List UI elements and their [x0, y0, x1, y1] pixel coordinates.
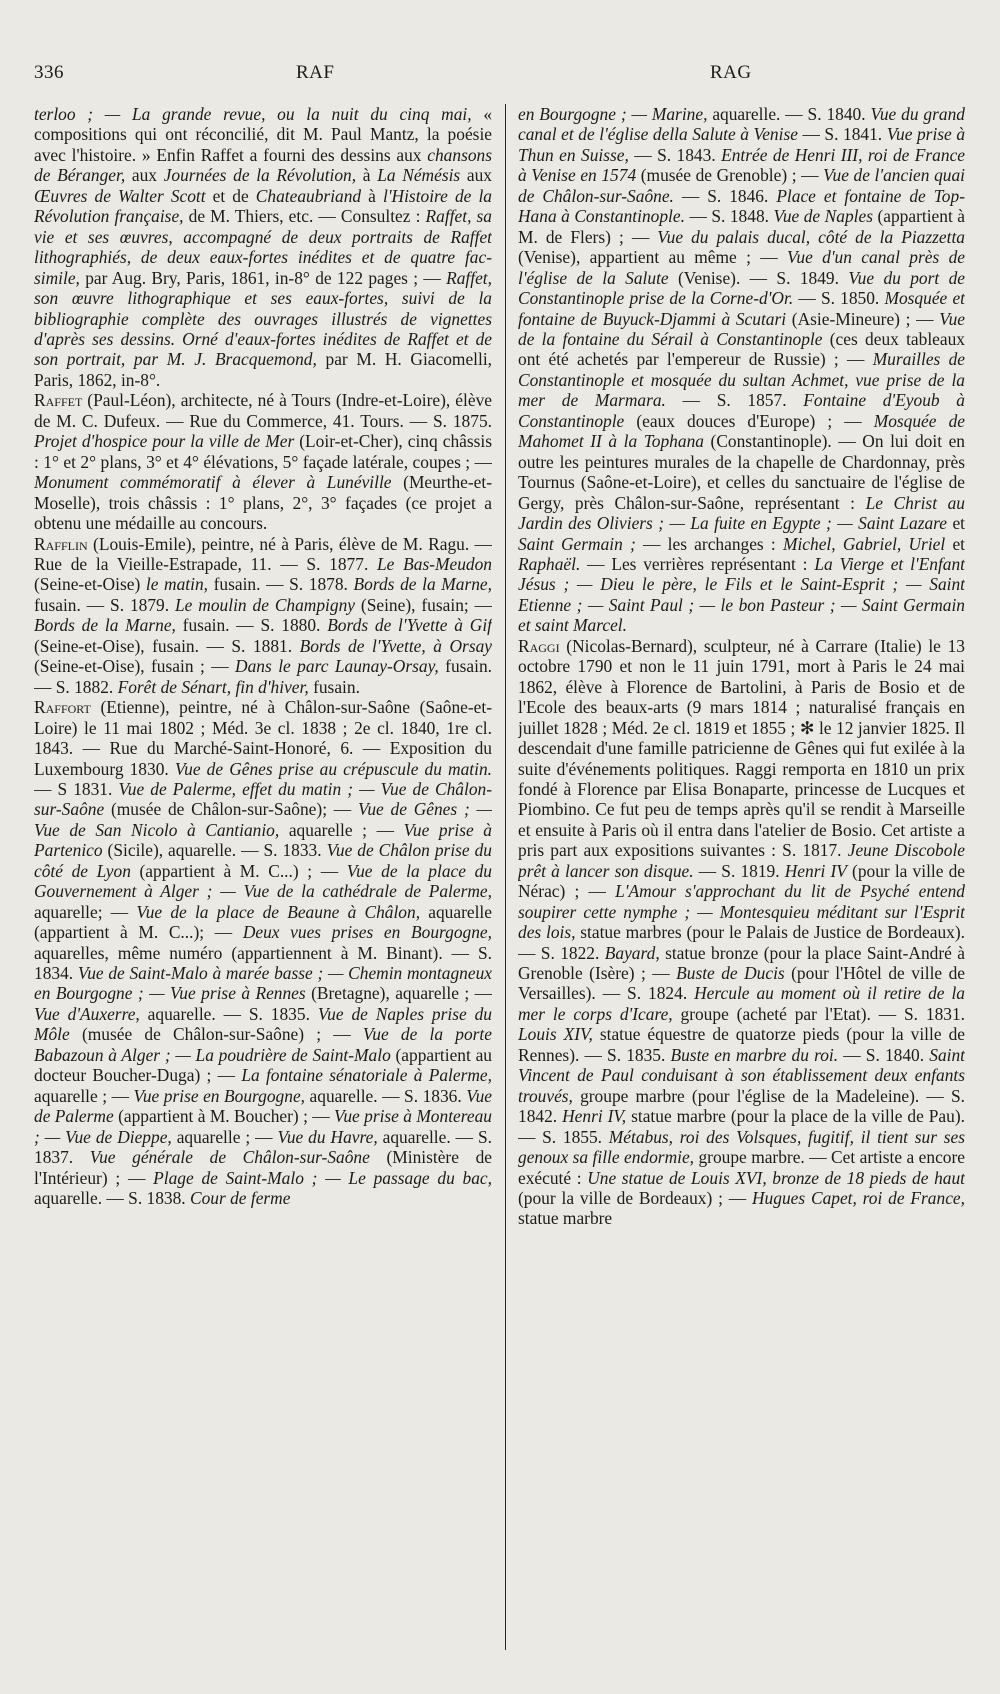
italic-title: Une statue de Louis XVI, bronze de 18 pieds de haut: [587, 1167, 965, 1188]
entry-text: (Constantinople). — On lui doit en outre les peintures murales de la chapelle de Chardonnay, près Tournus (Saône-et-Loire), et celles du sanctuaire de l'église de Gergy, près Châlon-sur-Saône, représentant :: [518, 431, 965, 513]
entry-text: (Venise). — S. 1849.: [668, 267, 849, 288]
entry-text: (Seine), fusain; —: [355, 594, 492, 615]
italic-title: Michel, Gabriel, Uriel: [782, 533, 946, 554]
italic-title: Vue prise à Montereau ; — Vue de Dieppe,: [34, 1106, 492, 1147]
entry-text: et de: [205, 185, 256, 206]
entry-text: aux: [125, 165, 164, 186]
entry-text: (Etienne), peintre, né à Châlon-sur-Saône (Saône-et-Loire) le 11 mai 1802 ; Méd. 3e cl. 1838 ; 2e cl. 1840, 1re cl. 1843. — Rue du Marché-Saint-Honoré, 6. — Exposition du Luxembourg 1830.: [34, 697, 492, 779]
entry-text: « compositions qui ont réconcilié, dit M. Paul Mantz, la poésie avec l'histoire. » Enfin Raffet a fourni des dessins aux: [34, 104, 492, 165]
entry-text: (musée de Châlon-sur-Saône); —: [104, 799, 358, 820]
entry-text: (Venise), appartient au même ; —: [518, 247, 788, 268]
entry-text: fusain.: [308, 676, 360, 697]
italic-title: Le Christ au Jardin des Oliviers ; — La fuite en Egypte ; — Saint Lazare: [518, 492, 965, 534]
italic-title: Plage de Saint-Malo ; — Le passage du bac,: [153, 1167, 492, 1188]
entry-text: (Louis-Emile), peintre, né à Paris, élève de M. Ragu. — Rue de la Vieille-Estrapade, 11. — S. 1877.: [34, 533, 492, 574]
entry-text: aquarelle. — S. 1837.: [34, 1126, 492, 1168]
italic-title: Buste de Ducis: [676, 963, 785, 984]
entry-text: (Seine-et-Oise), fusain ; —: [34, 656, 236, 677]
italic-title: Place et fontaine de Top-Hana à Constantinople.: [518, 185, 965, 227]
entry-text: aquarelle. — S. 1838.: [34, 1188, 190, 1209]
entry-text: (Paul-Léon), architecte, né à Tours (Indre-et-Loire), élève de M. C. Dufeux. — Rue du Commerce, 41. Tours. — S. 1875.: [34, 390, 492, 431]
left-text-column: [34, 104, 492, 1664]
entry-text: et: [945, 533, 965, 554]
entry-text: — S. 1848.: [684, 206, 774, 227]
entry-text: aquarelle ; —: [34, 1085, 134, 1106]
entry-text: (appartient à M. C...) ; —: [130, 860, 347, 881]
italic-title: Vue de Gênes prise au crépuscule du matin.: [174, 758, 492, 779]
entry-text: (musée de Châlon-sur-Saône) ; —: [69, 1024, 363, 1045]
italic-title: La Vierge et l'Enfant Jésus ; — Dieu le père, le Fils et le Saint-Esprit ; — Saint Etienne ; — Saint Paul ; — le bon Pasteur ; — Saint Germain et saint Marcel.: [518, 553, 965, 636]
italic-title: Raphaël.: [518, 553, 581, 574]
italic-title: Saint Germain ;: [518, 533, 636, 554]
italic-title: Vue de la place de Beaune à Châlon,: [136, 901, 421, 922]
italic-title: Mosquée et fontaine de Buyuck-Djammi à Scutari: [518, 288, 965, 329]
entry-text: (pour l'Hôtel de ville de Versailles). — S. 1824.: [518, 963, 965, 1004]
italic-title: Mosquée de Mahomet II à la Tophana: [518, 410, 965, 452]
italic-title: L'Amour s'approchant du lit de Psyché entend soupirer cette nymphe ; — Montesquieu méditant sur l'Esprit des lois,: [518, 881, 965, 943]
entry-text: — S 1831.: [34, 778, 119, 799]
italic-title: Vue de la porte Babazoun à Alger ; — La poudrière de Saint-Malo: [34, 1024, 492, 1065]
entry-text: aquarelle ; —: [171, 1126, 278, 1147]
italic-title: Vue de Naples: [773, 206, 873, 227]
italic-title: en Bourgogne ; — Marine,: [518, 104, 708, 124]
italic-title: Vue du port de Constantinople prise de la Corne-d'Or.: [518, 267, 965, 309]
italic-title: Louis XIV,: [518, 1024, 593, 1045]
entry-text: groupe marbre. — Cet artiste a encore exécuté :: [518, 1147, 965, 1188]
italic-title: Vue d'un canal près de l'église de la Salute: [518, 247, 965, 288]
italic-title: Vue de Gênes ; — Vue de San Nicolo à Cantianio,: [34, 799, 492, 840]
italic-title: Vue prise à Partenico: [34, 819, 492, 861]
entry-text: statue marbres (pour le Palais de Justice de Bordeaux). — S. 1822.: [518, 922, 965, 963]
entry-text: aquarelle; —: [34, 901, 137, 922]
italic-title: Vue d'Auxerre,: [34, 1003, 140, 1024]
italic-title: Hercule au moment où il retire de la mer le corps d'Icare,: [518, 983, 965, 1024]
column-divider: [505, 104, 506, 1650]
entry-text: statue marbre (pour la place de la ville de Pau). — S. 1855.: [518, 1106, 965, 1147]
italic-title: Dans le parc Launay-Orsay,: [235, 656, 439, 677]
italic-title: Buste en marbre du roi.: [670, 1044, 839, 1065]
italic-title: Henri IV,: [562, 1106, 627, 1127]
entry-text: (appartient à M. Boucher) ; —: [113, 1106, 335, 1127]
italic-title: Œuvres de Walter Scott: [34, 185, 206, 206]
entry-text: groupe marbre (pour l'église de la Madeleine). — S. 1842.: [518, 1085, 965, 1127]
italic-title: Vue de Palerme, effet du matin ; — Vue de Châlon-sur-Saône: [34, 778, 492, 820]
italic-title: Bords de l'Yvette à Gif: [327, 615, 492, 636]
entry-text: — S. 1819.: [693, 860, 785, 881]
dictionary-entry: [518, 104, 965, 636]
italic-title: Fontaine d'Eyoub à Constantinople: [518, 390, 965, 431]
entry-text: (Meurthe-et-Moselle), trois châssis : 1° plans, 2°, 3° façades (ce projet a obtenu une médaille au concours.: [34, 472, 492, 534]
entry-text: — S. 1843.: [628, 144, 722, 165]
entry-text: — S. 1850.: [793, 288, 885, 309]
italic-title: La Némésis: [377, 165, 461, 186]
dictionary-entry: [34, 697, 492, 1208]
italic-title: Murailles de Constantinople et mosquée du sultan Achmet, vue prise de la mer de Marmara.: [518, 349, 965, 411]
italic-title: l'Histoire de la Révolution française,: [34, 185, 492, 227]
entry-text: (ces deux tableaux ont été achetés par l'empereur de Russie) ; —: [518, 328, 965, 370]
italic-title: Jeune Discobole prêt à lancer son disque.: [518, 840, 965, 881]
italic-title: Deux vues prises en Bourgogne,: [242, 922, 492, 943]
italic-title: Vue de la place du Gouvernement à Alger ; — Vue de la cathédrale de Palerme,: [34, 860, 492, 902]
entry-text: fusain. — S. 1882.: [34, 656, 492, 697]
entry-text: (pour la ville de Nérac) ; —: [518, 860, 965, 902]
running-header: [34, 62, 752, 92]
italic-title: Bords de la Marne,: [34, 615, 176, 636]
italic-title: Vue de l'ancien quai de Châlon-sur-Saône.: [518, 165, 965, 206]
italic-title: Vue de Châlon prise du côté de Lyon: [34, 840, 492, 881]
entry-text: de M. Thiers, etc. — Consultez :: [183, 206, 426, 227]
italic-title: Saint Vincent de Paul conduisant à son établissement deux enfants trouvés,: [518, 1044, 965, 1106]
entry-text: (Seine-et-Oise): [34, 574, 146, 595]
italic-title: Vue de la fontaine du Sérail à Constantinople: [518, 308, 965, 349]
entry-text: aquarelles, même numéro (appartiennent à M. Binant). — S. 1834.: [34, 942, 492, 984]
entry-text: (Sicile), aquarelle. — S. 1833.: [102, 840, 327, 861]
italic-title: Vue de Palerme: [34, 1085, 492, 1127]
dictionary-entry: [34, 390, 492, 533]
entry-text: — S. 1841.: [797, 124, 887, 145]
italic-title: Vue de Naples prise du Môle: [34, 1003, 492, 1045]
entry-text: (appartient au docteur Boucher-Duga) ; —: [34, 1044, 492, 1086]
entry-text: par Aug. Bry, Paris, 1861, in-8° de 122 pages ; —: [79, 267, 447, 288]
entry-text: — S. 1857.: [665, 390, 804, 411]
entry-text: statue équestre de quatorze pieds (pour la ville de Rennes). — S. 1835.: [518, 1024, 965, 1065]
entry-text: fusain. — S. 1878.: [208, 574, 354, 595]
entry-text: statue marbre: [518, 1208, 613, 1229]
dictionary-entry: [34, 534, 492, 698]
entry-text: (Loir-et-Cher), cinq châssis : 1° et 2° plans, 3° et 4° élévations, 5° façade latérale, coupes ; —: [34, 431, 492, 472]
right-text-column: [518, 104, 965, 1664]
entry-name: Raggi: [518, 635, 560, 656]
entry-text: par M. H. Giacomelli, Paris, 1862, in-8°.: [34, 349, 492, 390]
right-running-head: RAG: [710, 62, 752, 83]
italic-title: le matin,: [145, 574, 208, 595]
entry-text: (Seine-et-Oise), fusain. — S. 1881.: [34, 635, 300, 656]
entry-text: (appartient à M. de Flers) ; —: [518, 206, 965, 247]
italic-title: Vue de Saint-Malo à marée basse ; — Chemin montagneux en Bourgogne ; — Vue prise à Rennes: [34, 963, 492, 1004]
entry-text: fusain. — S. 1879.: [34, 594, 175, 615]
entry-text: (pour la ville de Bordeaux) ; —: [518, 1188, 752, 1209]
entry-text: à: [356, 165, 378, 186]
entry-text: (eaux douces d'Europe) ; —: [624, 410, 874, 431]
italic-title: Vue générale de Châlon-sur-Saône: [89, 1147, 370, 1168]
italic-title: chansons de Béranger,: [34, 144, 492, 186]
italic-title: Le moulin de Champigny: [175, 594, 356, 615]
italic-title: Le Bas-Meudon: [377, 553, 492, 574]
entry-text: (Ministère de l'Intérieur) ; —: [34, 1147, 492, 1188]
entry-text: (musée de Grenoble) ; —: [636, 165, 824, 186]
entry-text: (Asie-Mineure) ; —: [786, 308, 940, 329]
entry-text: fusain. — S. 1880.: [175, 615, 328, 636]
italic-title: Vue du grand canal et de l'église della Salute à Venise: [518, 104, 965, 145]
entry-name: Rafflin: [34, 533, 88, 554]
italic-title: Raffet, son œuvre lithographique et ses eaux-fortes, suivi de la bibliographie complète des ouvrages illustrés de vignettes d'après ses dessins. Orné d'eaux-fortes inédites de Raffet et de son portrait, par M. J. Bracquemond,: [34, 267, 492, 370]
entry-text: groupe (acheté par l'Etat). — S. 1831.: [672, 1003, 965, 1024]
left-running-head: RAF: [296, 62, 335, 83]
italic-title: Raffet, sa vie et ses œuvres, accompagné de deux portraits de Raffet lithographiés, de deux eaux-fortes inédites et de quatre fac-simile,: [34, 206, 492, 288]
italic-title: Bords de l'Yvette, à Orsay: [299, 635, 492, 656]
entry-text: aquarelle. — S. 1840.: [707, 104, 871, 124]
italic-title: Henri IV: [784, 860, 847, 881]
italic-title: Hugues Capet, roi de France,: [752, 1188, 965, 1209]
entry-text: aquarelle. — S. 1836.: [305, 1085, 467, 1106]
entry-text: aux: [460, 165, 492, 186]
italic-title: Entrée de Henri III, roi de France à Venise en 1574: [518, 144, 965, 186]
entry-text: aquarelle. — S. 1835.: [139, 1003, 318, 1024]
italic-title: Projet d'hospice pour la ville de Mer: [34, 431, 295, 452]
entry-text: aquarelle ; —: [279, 819, 404, 840]
italic-title: terloo ; — La grande revue, ou la nuit du cinq mai,: [34, 104, 472, 124]
italic-title: Journées de la Révolution,: [163, 165, 357, 186]
entry-name: Raffet: [34, 390, 83, 411]
entry-text: et: [947, 513, 965, 534]
entry-text: (Bretagne), aquarelle ; —: [305, 983, 492, 1004]
italic-title: Vue du Havre,: [277, 1126, 378, 1147]
italic-title: La fontaine sénatoriale à Palerme,: [241, 1065, 492, 1086]
dictionary-entry: [34, 104, 492, 390]
italic-title: Vue du palais ducal, côté de la Piazzetta: [657, 226, 965, 247]
entry-text: statue bronze (pour la place Saint-André à Grenoble (Isère) ; —: [518, 942, 965, 984]
italic-title: Cour de ferme: [190, 1188, 291, 1209]
italic-title: Chateaubriand: [255, 185, 362, 206]
italic-title: Monument commémoratif à élever à Lunéville: [34, 472, 392, 493]
italic-title: Métabus, roi des Volsques, fugitif, il tient sur ses genoux sa fille endormie,: [518, 1126, 965, 1168]
entry-text: — S. 1846.: [673, 185, 777, 206]
italic-title: Vue prise en Bourgogne,: [133, 1085, 306, 1106]
italic-title: Vue prise à Thun en Suisse,: [518, 124, 965, 165]
entry-text: — S. 1840.: [838, 1044, 930, 1065]
entry-text: — les archanges :: [635, 533, 783, 554]
entry-text: — Les verrières représentant :: [580, 553, 815, 574]
entry-text: à: [361, 185, 383, 206]
italic-title: Forêt de Sénart, fin d'hiver,: [117, 676, 309, 697]
entry-text: aquarelle (appartient à M. C...); —: [34, 901, 492, 943]
dictionary-entry: [518, 636, 965, 1229]
italic-title: Bayard,: [604, 942, 660, 963]
italic-title: Bords de la Marne,: [353, 574, 492, 595]
page-number: 336: [34, 62, 64, 83]
entry-text: (Nicolas-Bernard), sculpteur, né à Carrare (Italie) le 13 octobre 1790 et non le 11 juin 1791, mort à Paris le 24 mai 1862, élève à Florence de Bartolini, à Paris de Bosio et de l'Ecole des beaux-arts (9 mars 1814 ; naturalisé français en juillet 1828 ; Méd. 2e cl. 1819 et 1855 ; ✻ le 12 janvier 1825. Il descendait d'une famille patricienne de Gênes qui fut exilée à la suite d'événements politiques. Raggi remporta en 1810 un prix fondé à Florence par Elisa Bonaparte, princesse de Lucques et Piombino. Ce fut peu de temps après qu'il se rendit à Marseille et ensuite à Paris où il entra dans l'atelier de Bosio. Cet artiste a pris part aux expositions suivantes : S. 1817.: [518, 635, 965, 861]
entry-name: Raffort: [34, 697, 91, 718]
